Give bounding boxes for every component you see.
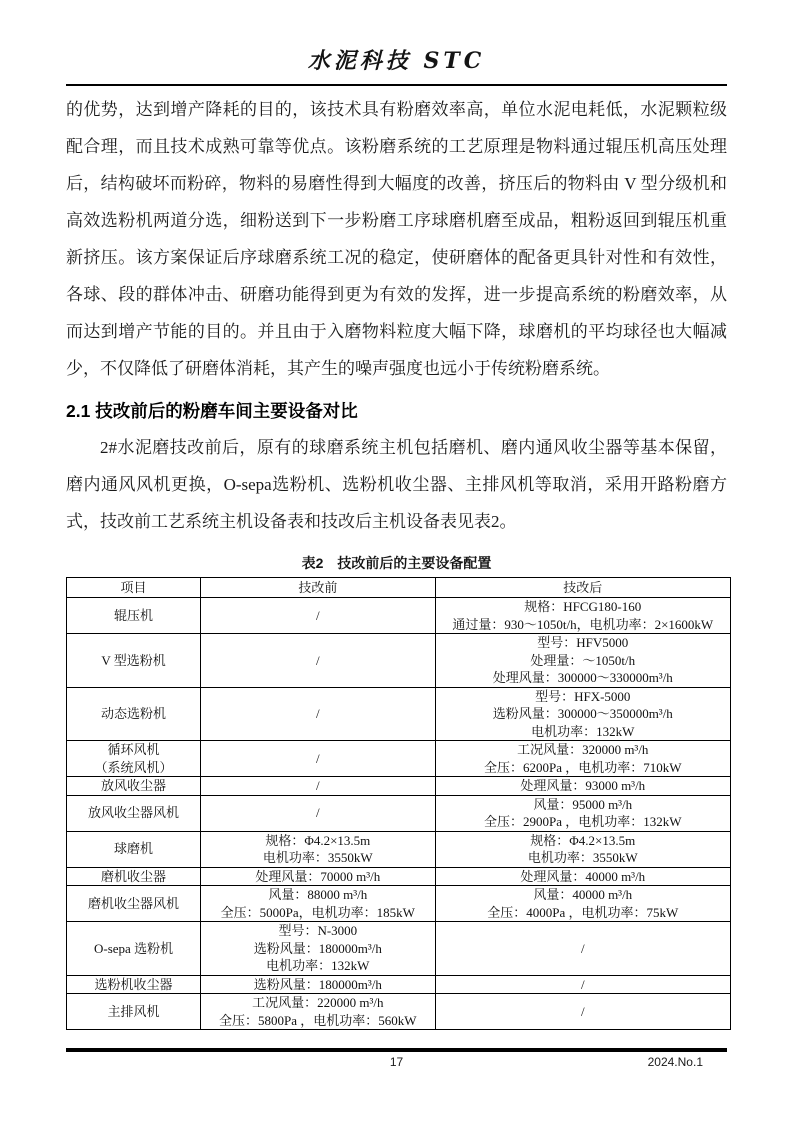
table-row xyxy=(67,795,731,831)
footer-row xyxy=(66,1055,727,1071)
cell-text-line: 工况风量：220000 m³/h xyxy=(252,995,384,1010)
cell-after xyxy=(435,634,730,688)
cell-item xyxy=(67,831,201,867)
paragraph-equipment-intro: 2#水泥磨技改前后，原有的球磨系统主机包括磨机、磨内通风收尘器等基本保留，磨内通风风机更换，O-sepa选粉机、选粉机收尘器、主排风机等取消，采用开路粉磨方式，技改前工艺系统主机设备表和技改后主机设备表见表2。 xyxy=(66,438,727,531)
cell-text-line: / xyxy=(316,750,320,766)
cell-before xyxy=(201,831,435,867)
cell-text-line: / xyxy=(580,940,585,956)
cell-after xyxy=(435,994,730,1030)
cell-item xyxy=(67,867,201,886)
cell-before xyxy=(201,795,435,831)
table-caption: 表2 技改前后的主要设备配置 xyxy=(301,555,492,571)
cell-text-line: 电机功率：132kW xyxy=(266,958,370,973)
cell-text-line: 磨机收尘器风机 xyxy=(88,895,180,911)
cell-text-line: / xyxy=(316,778,320,793)
cell-text-line: 电机功率：132kW xyxy=(531,723,635,739)
table-row xyxy=(67,634,731,688)
cell-text-line: / xyxy=(580,1003,585,1019)
issue-label: 2024.No.1 xyxy=(647,1055,703,1069)
cell-text-line: 全压：2900Pa ，电机功率：132kW xyxy=(483,814,682,829)
table-row xyxy=(67,975,731,994)
cell-text-line: 处理风量：70000 m³/h xyxy=(255,868,381,884)
table-row xyxy=(67,867,731,886)
cell-item xyxy=(67,741,201,777)
table-row xyxy=(67,598,731,634)
cell-text-line: 处理风量：40000 m³/h xyxy=(520,868,646,884)
cell-text-line: 电机功率：3550kW xyxy=(262,850,373,865)
footer-rule xyxy=(66,1048,727,1052)
cell-item xyxy=(67,886,201,922)
cell-item xyxy=(67,795,201,831)
cell-after xyxy=(435,831,730,867)
cell-before xyxy=(201,598,435,634)
table-row xyxy=(67,741,731,777)
cell-after xyxy=(435,867,730,886)
cell-item xyxy=(67,687,201,741)
cell-before xyxy=(201,687,435,741)
cell-text-line: 规格：HFCG180-160 xyxy=(524,599,642,614)
cell-text-line: 全压：5000Pa，电机功率：185kW xyxy=(220,904,415,920)
cell-text-line: 处理风量：300000～330000m³/h xyxy=(492,670,673,685)
table-header-row xyxy=(67,578,731,598)
section-heading: 2.1 技改前后的粉磨车间主要设备对比 xyxy=(66,401,358,421)
table-row xyxy=(67,831,731,867)
table-row xyxy=(67,922,731,976)
cell-text-line: 规格：Φ4.2×13.5m xyxy=(530,832,636,848)
cell-text-line: O-sepa 选粉机 xyxy=(94,940,174,956)
cell-text-line: 风量：88000 m³/h xyxy=(268,887,368,902)
cell-text-line: 球磨机 xyxy=(114,841,154,857)
cell-text-line: / xyxy=(316,607,320,623)
cell-text-line: 放风收尘器 xyxy=(101,778,167,793)
article-content xyxy=(66,91,727,1030)
cell-before xyxy=(201,994,435,1030)
cell-text-line: 规格：Φ4.2×13.5m xyxy=(265,832,371,848)
cell-item xyxy=(67,922,201,976)
cell-text-line: 型号：HFV5000 xyxy=(537,635,629,650)
cell-after xyxy=(435,975,730,994)
cell-item xyxy=(67,777,201,796)
cell-text-line: / xyxy=(316,805,320,821)
cell-before xyxy=(201,922,435,976)
cell-item xyxy=(67,994,201,1030)
cell-text-line: （系统风机） xyxy=(94,759,173,775)
journal-header xyxy=(0,0,793,86)
cell-after xyxy=(435,687,730,741)
cell-text-line: 选粉风量：180000m³/h xyxy=(253,940,382,956)
cell-text-line: / xyxy=(316,706,320,721)
cell-before xyxy=(201,741,435,777)
cell-item xyxy=(67,634,201,688)
journal-title: 水泥科技 STC xyxy=(307,48,486,74)
cell-text-line: 全压：5800Pa ，电机功率：560kW xyxy=(219,1012,417,1028)
cell-text-line: 通过量：930～1050t/h，电机功率：2×1600kW xyxy=(452,616,714,632)
col-header-item: 项目 xyxy=(67,578,201,598)
cell-after xyxy=(435,795,730,831)
cell-text-line: V 型选粉机 xyxy=(101,652,166,668)
cell-text-line: 动态选粉机 xyxy=(101,706,167,721)
cell-text-line: / xyxy=(316,652,320,668)
col-header-before: 技改前 xyxy=(201,578,435,598)
cell-text-line: 放风收尘器风机 xyxy=(88,805,180,821)
cell-text-line: 型号：N-3000 xyxy=(278,923,358,938)
cell-after xyxy=(435,886,730,922)
cell-after xyxy=(435,922,730,976)
header-rule xyxy=(66,84,727,86)
cell-after xyxy=(435,741,730,777)
cell-before xyxy=(201,867,435,886)
table-row xyxy=(67,687,731,741)
cell-before xyxy=(201,975,435,994)
cell-text-line: 循环风机 xyxy=(107,742,160,757)
table-row xyxy=(67,886,731,922)
cell-text-line: 风量：40000 m³/h xyxy=(533,887,633,902)
cell-text-line: 磨机收尘器 xyxy=(101,868,167,884)
cell-before xyxy=(201,886,435,922)
cell-text-line: 风量：95000 m³/h xyxy=(533,796,633,812)
cell-text-line: 主排风机 xyxy=(107,1003,160,1019)
cell-text-line: 选粉风量：300000～350000m³/h xyxy=(492,706,673,721)
cell-text-line: 处理风量：93000 m³/h xyxy=(520,778,646,793)
cell-text-line: 辊压机 xyxy=(114,607,154,623)
cell-before xyxy=(201,634,435,688)
cell-after xyxy=(435,777,730,796)
cell-text-line: 全压：6200Pa ，电机功率：710kW xyxy=(483,759,682,775)
cell-text-line: 电机功率：3550kW xyxy=(527,850,638,865)
cell-text-line: 选粉机收尘器 xyxy=(94,976,173,992)
cell-item xyxy=(67,598,201,634)
page-footer xyxy=(66,1048,727,1071)
cell-text-line: 处理量：～1050t/h xyxy=(530,652,636,668)
cell-item xyxy=(67,975,201,994)
paragraph-continuation: 的优势，达到增产降耗的目的，该技术具有粉磨效率高，单位水泥电耗低，水泥颗粒级配合理，而且技术成熟可靠等优点。该粉磨系统的工艺原理是物料通过辊压机高压处理后，结构破坏而粉碎，物料的易磨性得到大幅度的改善，挤压后的物料由 V 型分级机和高效选粉机两道分选，细粉送到下一步粉磨工序球磨机磨至成品，粗粉返回到辊压机重新挤压。该方案保证后序球磨系统工况的稳定，使研磨体的配备更具针对性和有效性，各球、段的群体冲击、研磨功能得到更为有效的发挥，进一步提高系统的粉磨效率，从而达到增产节能的目的。并且由于入磨物料粒度大幅下降，球磨机的平均球径也大幅减少，不仅降低了研磨体消耗，其产生的噪声强度也远小于传统粉磨系统。 xyxy=(66,100,727,378)
cell-text-line: / xyxy=(580,976,585,992)
cell-text-line: 全压：4000Pa ，电机功率：75kW xyxy=(487,904,679,920)
col-header-after: 技改后 xyxy=(435,578,730,598)
cell-text-line: 型号：HFX-5000 xyxy=(535,688,631,704)
cell-before xyxy=(201,777,435,796)
equipment-table xyxy=(66,577,731,1030)
page-number: 17 xyxy=(389,1055,404,1069)
cell-text-line: 选粉风量：180000m³/h xyxy=(253,976,382,992)
table-row xyxy=(67,777,731,796)
equipment-table-body xyxy=(67,598,731,1030)
cell-after xyxy=(435,598,730,634)
cell-text-line: 工况风量：320000 m³/h xyxy=(517,742,649,757)
table-row xyxy=(67,994,731,1030)
